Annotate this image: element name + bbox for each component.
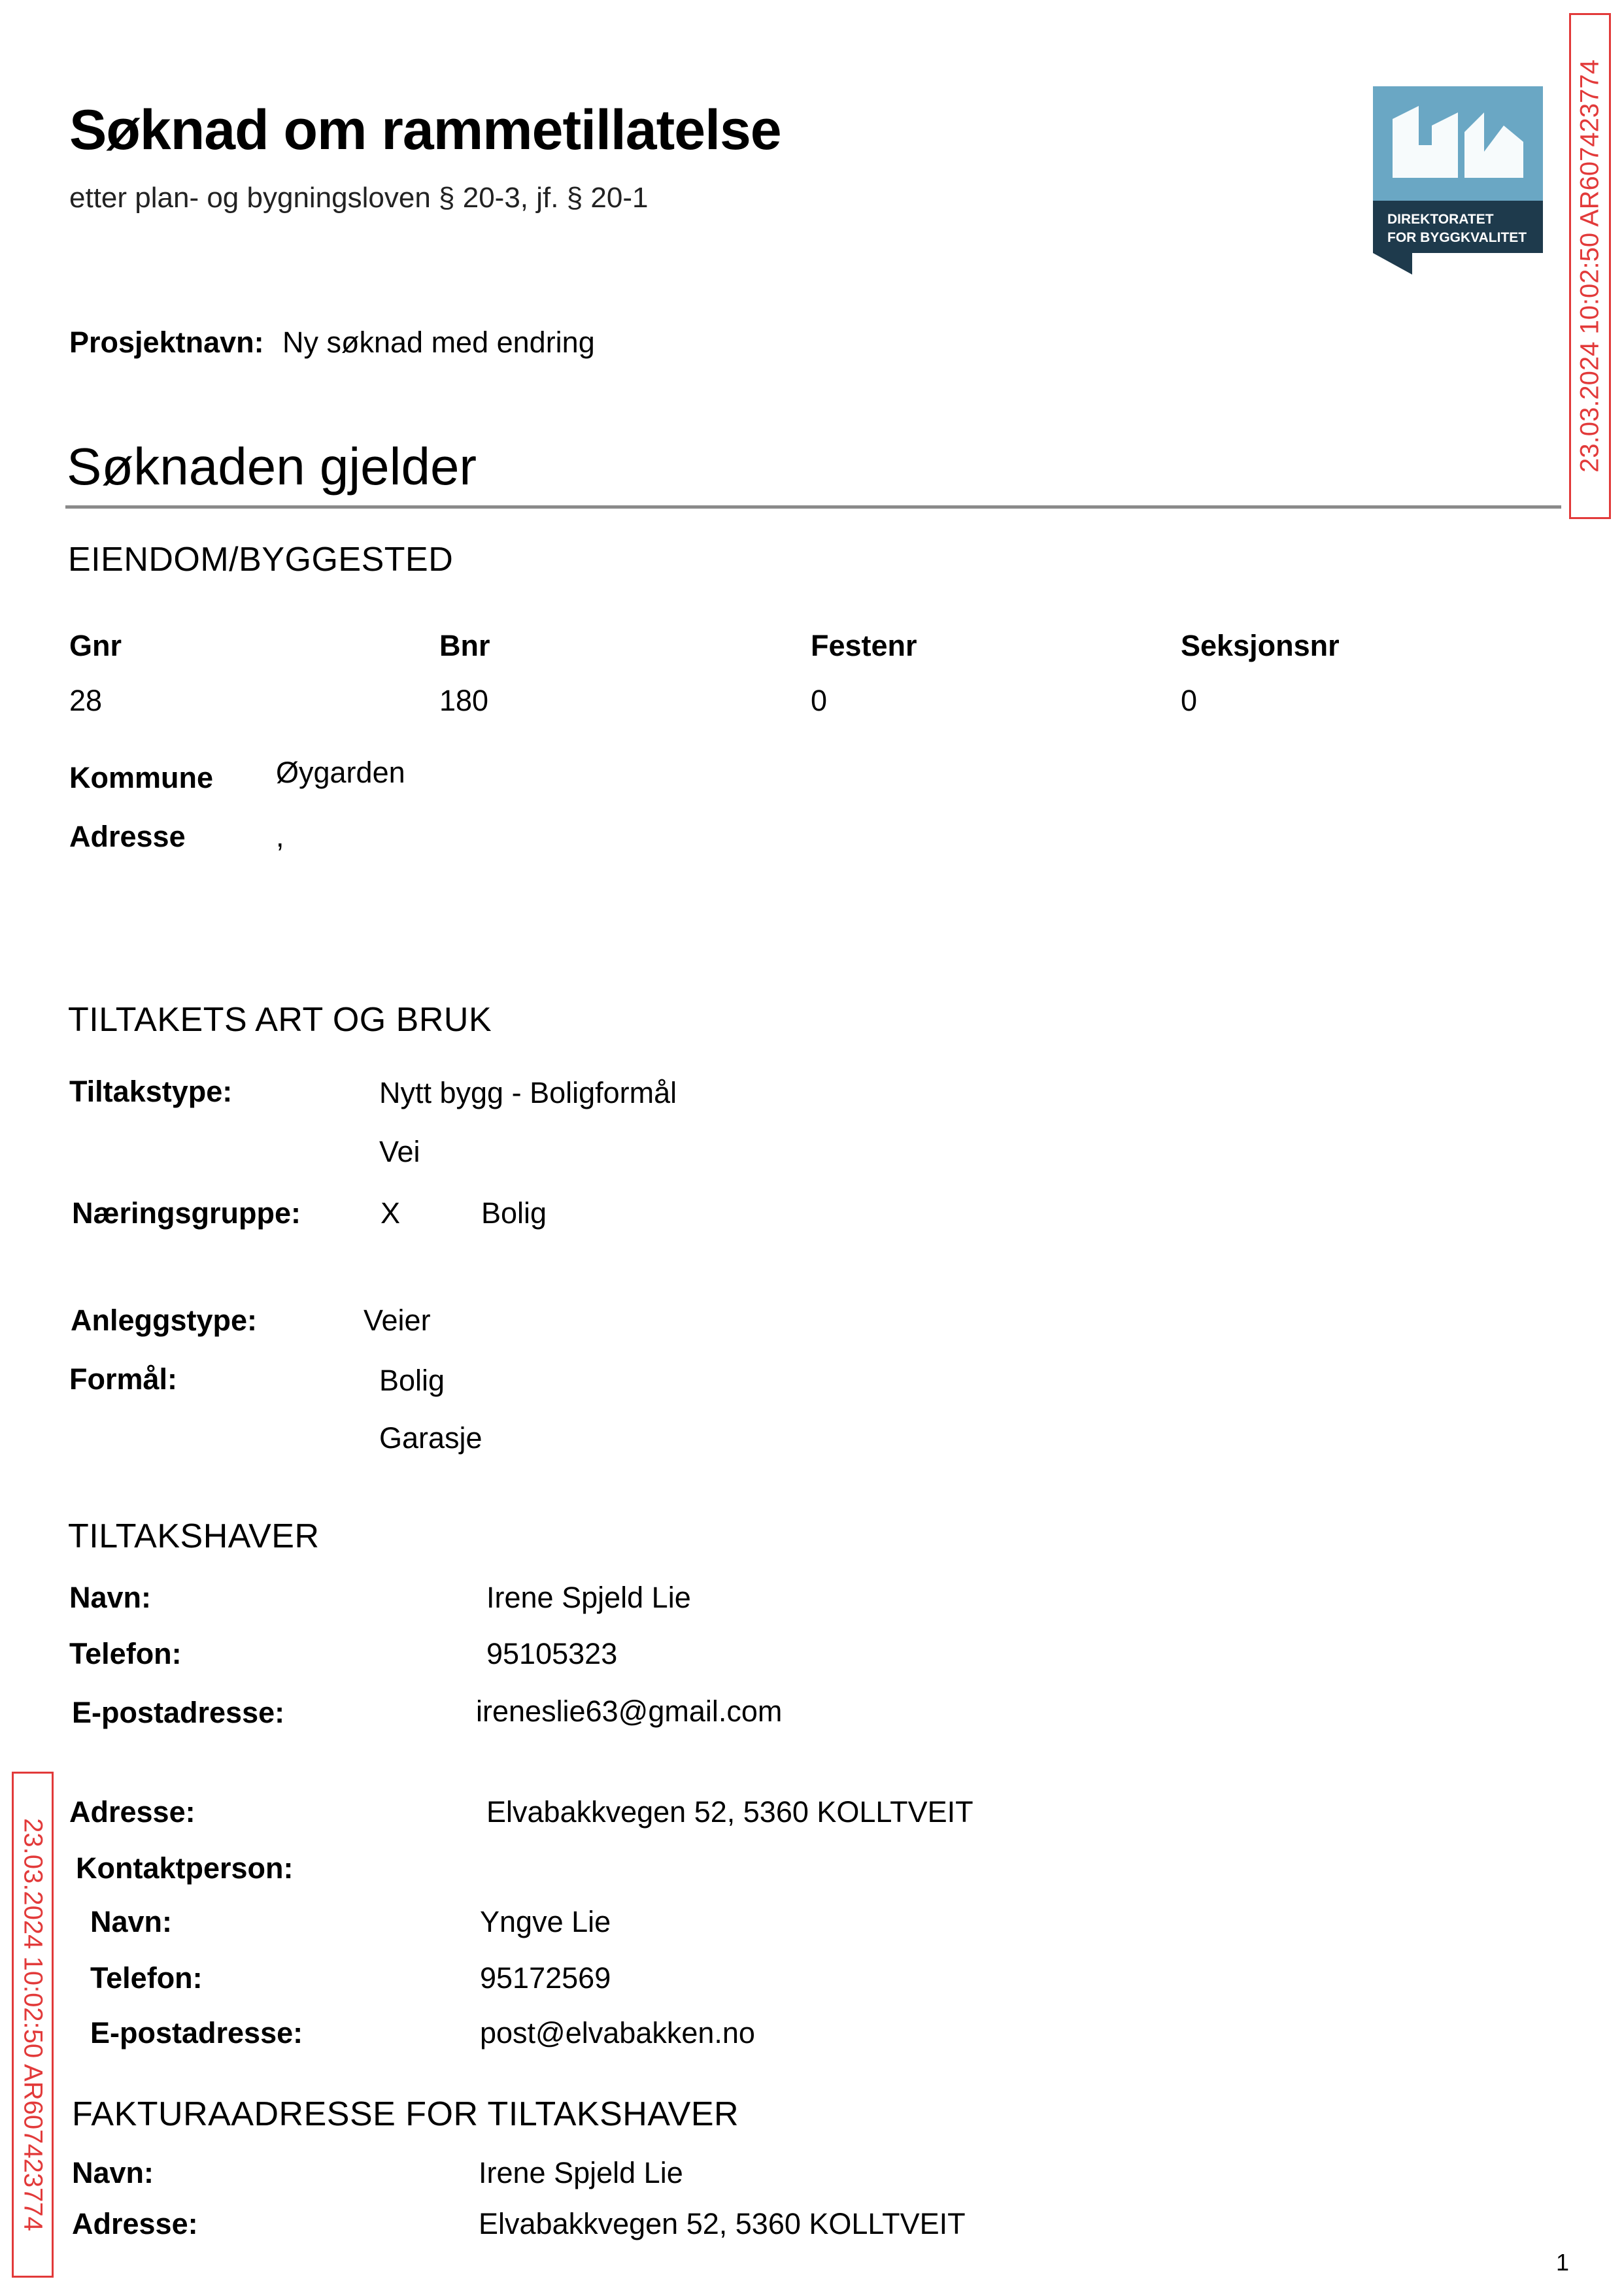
faktura-heading: FAKTURAADRESSE FOR TILTAKSHAVER xyxy=(72,2095,739,2133)
tiltakstype-value-2: Vei xyxy=(379,1135,420,1168)
tiltakshaver-heading: TILTAKSHAVER xyxy=(68,1517,320,1555)
kontakt-telefon: 95172569 xyxy=(480,1961,611,1995)
seksjonsnr-label: Seksjonsnr xyxy=(1181,629,1340,662)
section-divider xyxy=(65,505,1561,509)
naeringsgruppe-value: Bolig xyxy=(481,1196,547,1230)
dibk-logo-icon xyxy=(1373,86,1543,275)
project-value: Ny søknad med endring xyxy=(282,326,595,359)
adresse-value: , xyxy=(276,820,284,853)
kontakt-telefon-label: Telefon: xyxy=(90,1961,203,1995)
tiltakshaver-adresse: Elvabakkvegen 52, 5360 KOLLTVEIT xyxy=(486,1795,973,1829)
tiltakshaver-navn: Irene Spjeld Lie xyxy=(486,1581,691,1614)
kontakt-navn: Yngve Lie xyxy=(480,1905,611,1938)
anleggstype-label: Anleggstype: xyxy=(71,1304,258,1337)
tiltakshaver-telefon-label: Telefon: xyxy=(69,1637,182,1670)
tiltakstype-label: Tiltakstype: xyxy=(69,1075,233,1108)
seksjonsnr-value: 0 xyxy=(1181,684,1198,717)
tiltakshaver-adresse-label: Adresse: xyxy=(69,1795,195,1829)
dibk-logo xyxy=(1373,86,1543,275)
kontakt-epost: post@elvabakken.no xyxy=(480,2016,755,2049)
tiltakshaver-epost-label: E-postadresse: xyxy=(72,1696,285,1729)
logo-text-line2: FOR BYGGKVALITET xyxy=(1387,230,1527,245)
kontakt-navn-label: Navn: xyxy=(90,1905,173,1938)
document-subtitle: etter plan- og bygningsloven § 20-3, jf. § 20-1 xyxy=(69,182,649,214)
anleggstype-value: Veier xyxy=(364,1304,431,1337)
naeringsgruppe-label: Næringsgruppe: xyxy=(72,1196,301,1230)
formal-label: Formål: xyxy=(69,1362,178,1396)
bnr-label: Bnr xyxy=(439,629,490,662)
naeringsgruppe-code: X xyxy=(381,1196,401,1230)
faktura-adresse: Elvabakkvegen 52, 5360 KOLLTVEIT xyxy=(479,2207,966,2240)
tiltakshaver-epost: ireneslie63@gmail.com xyxy=(476,1695,783,1728)
tiltak-heading: TILTAKETS ART OG BRUK xyxy=(68,1001,492,1039)
page-number: 1 xyxy=(1556,2249,1570,2276)
tiltakstype-value-1: Nytt bygg - Boligformål xyxy=(379,1076,677,1109)
kontakt-epost-label: E-postadresse: xyxy=(90,2016,303,2049)
kontaktperson-label: Kontaktperson: xyxy=(76,1851,294,1885)
timestamp-stamp-top xyxy=(1569,13,1611,519)
adresse-label: Adresse xyxy=(69,820,186,853)
document-title: Søknad om rammetillatelse xyxy=(69,99,781,161)
kommune-label: Kommune xyxy=(69,761,214,794)
timestamp-stamp-left xyxy=(12,1772,54,2278)
kommune-value: Øygarden xyxy=(276,756,405,789)
stamp-text: 23.03.2024 10:02:50 AR607423774 xyxy=(18,1818,48,2231)
project-label: Prosjektnavn: xyxy=(69,326,264,359)
property-heading: EIENDOM/BYGGESTED xyxy=(68,541,454,579)
gnr-label: Gnr xyxy=(69,629,122,662)
faktura-adresse-label: Adresse: xyxy=(72,2207,198,2240)
tiltakshaver-telefon: 95105323 xyxy=(486,1637,618,1670)
faktura-navn: Irene Spjeld Lie xyxy=(479,2156,683,2189)
stamp-text: 23.03.2024 10:02:50 AR607423774 xyxy=(1575,59,1604,473)
logo-text-line1: DIREKTORATET xyxy=(1387,212,1494,227)
faktura-navn-label: Navn: xyxy=(72,2156,154,2189)
formal-value-1: Bolig xyxy=(379,1364,445,1397)
festenr-value: 0 xyxy=(811,684,828,717)
gnr-value: 28 xyxy=(69,684,103,717)
festenr-label: Festenr xyxy=(811,629,917,662)
tiltakshaver-navn-label: Navn: xyxy=(69,1581,152,1614)
section-title: Søknaden gjelder xyxy=(67,437,477,496)
bnr-value: 180 xyxy=(439,684,489,717)
formal-value-2: Garasje xyxy=(379,1421,482,1455)
